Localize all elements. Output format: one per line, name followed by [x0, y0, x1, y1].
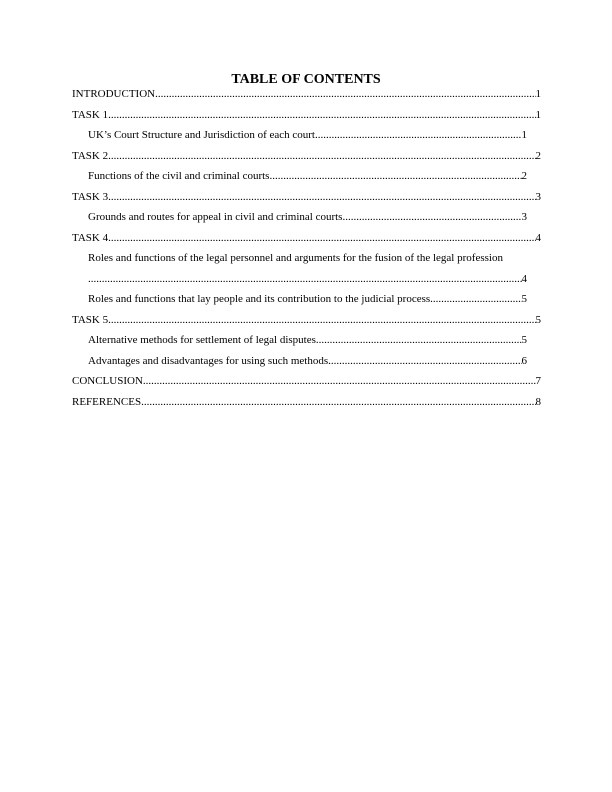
toc-entry-task-3[interactable]	[72, 191, 541, 204]
toc-entry-page: 4	[535, 231, 541, 244]
toc-entry-label: INTRODUCTION	[72, 88, 156, 100]
toc-entry-page: 5	[521, 293, 527, 305]
toc-leader-dots	[88, 273, 522, 286]
toc-entry-task-1[interactable]	[72, 109, 541, 122]
toc-entry-page: 7	[535, 375, 541, 387]
toc-entry-lay-people[interactable]	[72, 293, 541, 306]
toc-entry-page: 5	[521, 334, 527, 346]
toc-entry-references[interactable]	[72, 396, 541, 409]
toc-entry-task-4[interactable]	[72, 232, 541, 245]
toc-entry-legal-personnel[interactable]	[72, 252, 541, 286]
toc-entry-functions-courts[interactable]	[72, 170, 541, 183]
toc-leader-dots	[316, 334, 522, 347]
toc-leader-dots	[155, 88, 535, 101]
toc-entry-page: 3	[521, 211, 527, 223]
toc-entry-page: 8	[535, 395, 541, 408]
toc-entry-label: UK’s Court Structure and Jurisdiction of each court	[88, 129, 315, 141]
toc-entry-label: Grounds and routes for appeal in civil and criminal courts	[88, 211, 343, 223]
toc-entry-page: 4	[521, 272, 527, 285]
toc-entry-label: Alternative methods for settlement of legal disputes	[88, 334, 316, 346]
toc-entry-continuation	[88, 273, 541, 286]
toc-entry-label: Roles and functions of the legal personnel and arguments for the fusion of the legal profession	[88, 252, 503, 264]
toc-entry-grounds-appeal[interactable]	[72, 211, 541, 224]
toc-leader-dots	[342, 211, 521, 224]
toc-entry-label: TASK 5	[72, 313, 109, 326]
toc-entry-page: 2	[521, 170, 527, 182]
toc-entry-task-5[interactable]	[72, 314, 541, 327]
toc-leader-dots	[269, 170, 521, 183]
toc-entry-label: TASK 1	[72, 108, 109, 121]
toc-entry-page: 6	[521, 354, 527, 367]
toc-entry-task-2[interactable]	[72, 150, 541, 163]
toc-leader-dots	[315, 129, 522, 142]
toc-leader-dots	[430, 293, 521, 306]
toc-entry-label: TASK 4	[72, 231, 109, 244]
toc-entry-court-structure[interactable]	[72, 129, 541, 142]
toc-entry-label: CONCLUSION	[72, 375, 143, 387]
toc-entry-label: Roles and functions that lay people and its contribution to the judicial process	[88, 293, 431, 305]
toc-leader-dots	[328, 355, 521, 368]
toc-entry-introduction[interactable]	[72, 88, 541, 101]
toc-entry-label: TASK 2	[72, 149, 109, 162]
toc-entry-advantages[interactable]	[72, 355, 541, 368]
toc-leader-dots	[143, 375, 536, 388]
toc-entry-page: 3	[535, 190, 541, 203]
toc-title: TABLE OF CONTENTS	[231, 72, 381, 87]
toc-leader-dots	[108, 109, 535, 122]
toc-leader-dots	[141, 396, 535, 409]
toc-entry-label: TASK 3	[72, 190, 109, 203]
toc-leader-dots	[108, 232, 535, 245]
table-of-contents	[72, 88, 541, 416]
toc-entry-label: REFERENCES	[72, 395, 142, 408]
toc-entry-alternative-methods[interactable]	[72, 334, 541, 347]
toc-entry-page: 1	[535, 88, 541, 100]
toc-entry-page: 5	[535, 313, 541, 326]
toc-entry-label: Functions of the civil and criminal courts	[88, 170, 270, 182]
toc-leader-dots	[108, 150, 535, 163]
toc-entry-label: Advantages and disadvantages for using such methods	[88, 354, 329, 367]
toc-leader-dots	[108, 314, 535, 327]
toc-entry-conclusion[interactable]	[72, 375, 541, 388]
toc-leader-dots	[108, 191, 535, 204]
toc-entry-page: 1	[521, 129, 527, 141]
toc-entry-page: 1	[535, 108, 541, 121]
toc-entry-page: 2	[535, 149, 541, 162]
